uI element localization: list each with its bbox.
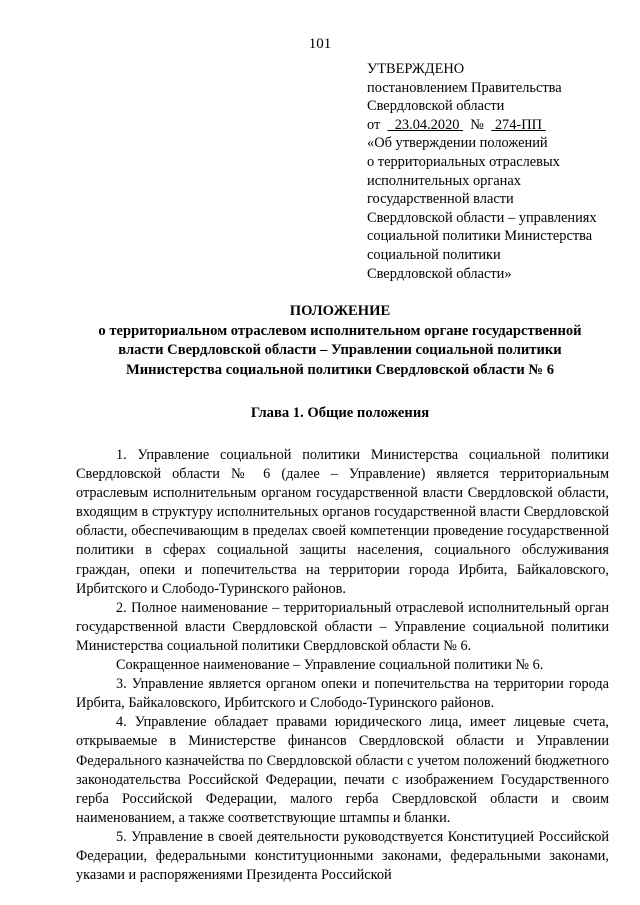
decree-line-6: социальной политики Министерства (367, 228, 593, 245)
date-prefix: от (367, 116, 381, 133)
decree-line-2: о территориальных отраслевых (367, 153, 560, 170)
decree-line-5: Свердловской области – управлениях (367, 209, 597, 226)
decree-line-4: государственной власти (367, 191, 514, 208)
approval-heading: УТВЕРЖДЕНО (367, 61, 465, 77)
paragraph-2: 2. Полное наименование – территориальный отраслевой исполнительный орган государственной власти Свердловской области – Управление социальной политики Министерства социальной политики Свердловской области № 6. (76, 599, 609, 654)
approval-date-value: 23.04.2020 (394, 116, 460, 133)
title-line-2: власти Свердловской области – Управлении социальной политики (118, 342, 562, 359)
approval-number-value: 274-ПП (494, 116, 542, 133)
decree-line-8: Свердловской области» (367, 265, 512, 282)
approval-date (388, 117, 464, 133)
approval-block (367, 60, 627, 283)
approval-line-1: постановлением Правительства (367, 79, 562, 96)
paragraph-5: 5. Управление в своей деятельности руководствуется Конституцией Российской Федерации, федеральными конституционными законами, федеральными законами, указами и распоряжениями Президента Российской (76, 828, 609, 884)
number-prefix: № (470, 116, 485, 133)
chapter-heading: Глава 1. Общие положения (250, 405, 430, 421)
page-number: 101 (308, 36, 332, 52)
title-line-1: о территориальном отраслевом исполнительном органе государственной (98, 322, 582, 339)
approval-number (491, 117, 545, 133)
decree-line-1: «Об утверждении положений (367, 135, 548, 152)
approval-date-line (367, 116, 627, 135)
title-line-3: Министерства социальной политики Свердловской области № 6 (125, 361, 554, 378)
decree-line-3: исполнительных органах (367, 172, 521, 189)
paragraph-3: 3. Управление является органом опеки и попечительства на территории города Ирбита, Байкаловского, Ирбитского и Слободо-Туринского районов. (76, 676, 609, 712)
paragraph-4: 4. Управление обладает правами юридического лица, имеет лицевые счета, открываемые в Министерстве финансов Свердловской области и Управлении Федерального казначейства по Свердловской области с учетом положений бюджетного законодательства Российской Федерации, печати с изображением Государственного герба Российской Федерации, малого герба Свердловской области и своим наименованием, а также соответствующие штампы и бланки. (76, 714, 609, 826)
paragraph-1: 1. Управление социальной политики Министерства социальной политики Свердловской области № 6 (далее – Управление) является территориальным отраслевым исполнительным органом государственной власти Свердловской области, входящим в структуру исполнительных органов государственной власти Свердловской области, обеспечивающим в пределах своей компетенции проведение государственной политики в сферах социальной защиты населения, социального обслуживания граждан, опеки и попечительства на территории города Ирбита, Байкаловского, Ирбитского и Слободо-Туринского районов. (76, 447, 609, 597)
decree-line-7: социальной политики (367, 246, 501, 263)
approval-line-2: Свердловской области (367, 98, 505, 115)
title-heading: ПОЛОЖЕНИЕ (289, 303, 391, 319)
paragraph-short-name: Сокращенное наименование – Управление социальной политики № 6. (116, 657, 544, 674)
document-title (60, 302, 620, 380)
body-text (76, 446, 609, 885)
